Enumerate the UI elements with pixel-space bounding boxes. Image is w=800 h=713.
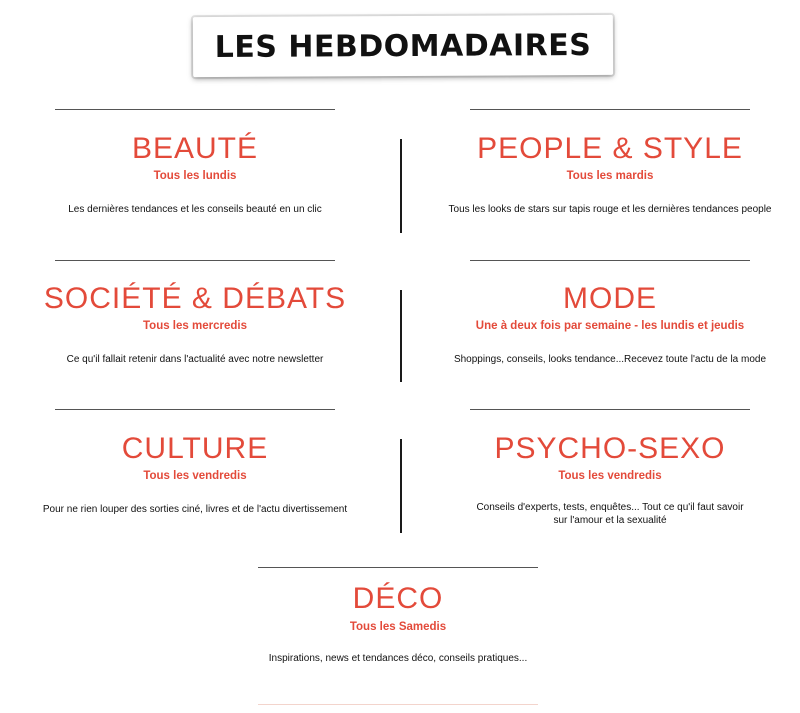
newsletter-people-style[interactable]: [420, 130, 800, 230]
newsletter-description: Ce qu'il fallait retenir dans l'actualité avec notre newsletter: [66, 354, 324, 365]
divider-rule: [470, 409, 750, 410]
divider-rule: [55, 109, 335, 110]
newsletter-frequency: Tous les Samedis: [349, 621, 447, 633]
divider-rule: [55, 260, 335, 261]
newsletter-frequency: Tous les lundis: [153, 170, 237, 182]
newsletter-title: MODE: [563, 282, 657, 315]
newsletter-description: Pour ne rien louper des sorties ciné, livres et de l'actu divertissement: [42, 504, 348, 515]
newsletter-description: Tous les looks de stars sur tapis rouge et les dernières tendances people: [448, 204, 772, 215]
newsletter-culture[interactable]: [20, 430, 370, 530]
column-divider: [400, 439, 402, 533]
divider-rule: [55, 409, 335, 410]
column-divider: [400, 139, 402, 233]
divider-rule: [470, 109, 750, 110]
newsletter-frequency: Tous les mardis: [566, 170, 654, 182]
divider-rule: [470, 260, 750, 261]
newsletter-description: Inspirations, news et tendances déco, conseils pratiques...: [268, 653, 528, 664]
newsletter-frequency: Tous les vendredis: [558, 470, 662, 482]
newsletter-description: Shoppings, conseils, looks tendance...Recevez toute l'actu de la mode: [453, 354, 767, 365]
newsletter-societe-debats[interactable]: [20, 280, 370, 380]
newsletter-frequency: Tous les mercredis: [143, 320, 247, 332]
newsletter-beaute[interactable]: [20, 130, 370, 230]
newsletter-title: SOCIÉTÉ & DÉBATS: [43, 282, 347, 315]
newsletter-title: PSYCHO-SEXO: [494, 432, 726, 465]
bottom-rule: [258, 704, 538, 705]
newsletter-psycho-sexo[interactable]: [420, 430, 800, 530]
newsletter-title: PEOPLE & STYLE: [477, 132, 743, 165]
newsletter-title: DÉCO: [352, 582, 444, 615]
newsletter-mode[interactable]: [420, 280, 800, 380]
divider-rule: [258, 567, 538, 568]
newsletter-title: CULTURE: [121, 432, 269, 465]
column-divider: [400, 290, 402, 382]
newsletter-title: BEAUTÉ: [131, 132, 259, 165]
newsletter-deco[interactable]: [223, 580, 573, 680]
header-banner: [193, 15, 613, 77]
newsletter-description: Conseils d'experts, tests, enquêtes... Tout ce qu'il faut savoir sur l'amour et la sexualité: [476, 502, 744, 526]
newsletter-frequency: Une à deux fois par semaine - les lundis et jeudis: [475, 320, 745, 332]
page-title: LES HEBDOMADAIRES: [214, 27, 592, 65]
newsletter-frequency: Tous les vendredis: [143, 470, 247, 482]
newsletter-description: Les dernières tendances et les conseils beauté en un clic: [68, 204, 322, 215]
